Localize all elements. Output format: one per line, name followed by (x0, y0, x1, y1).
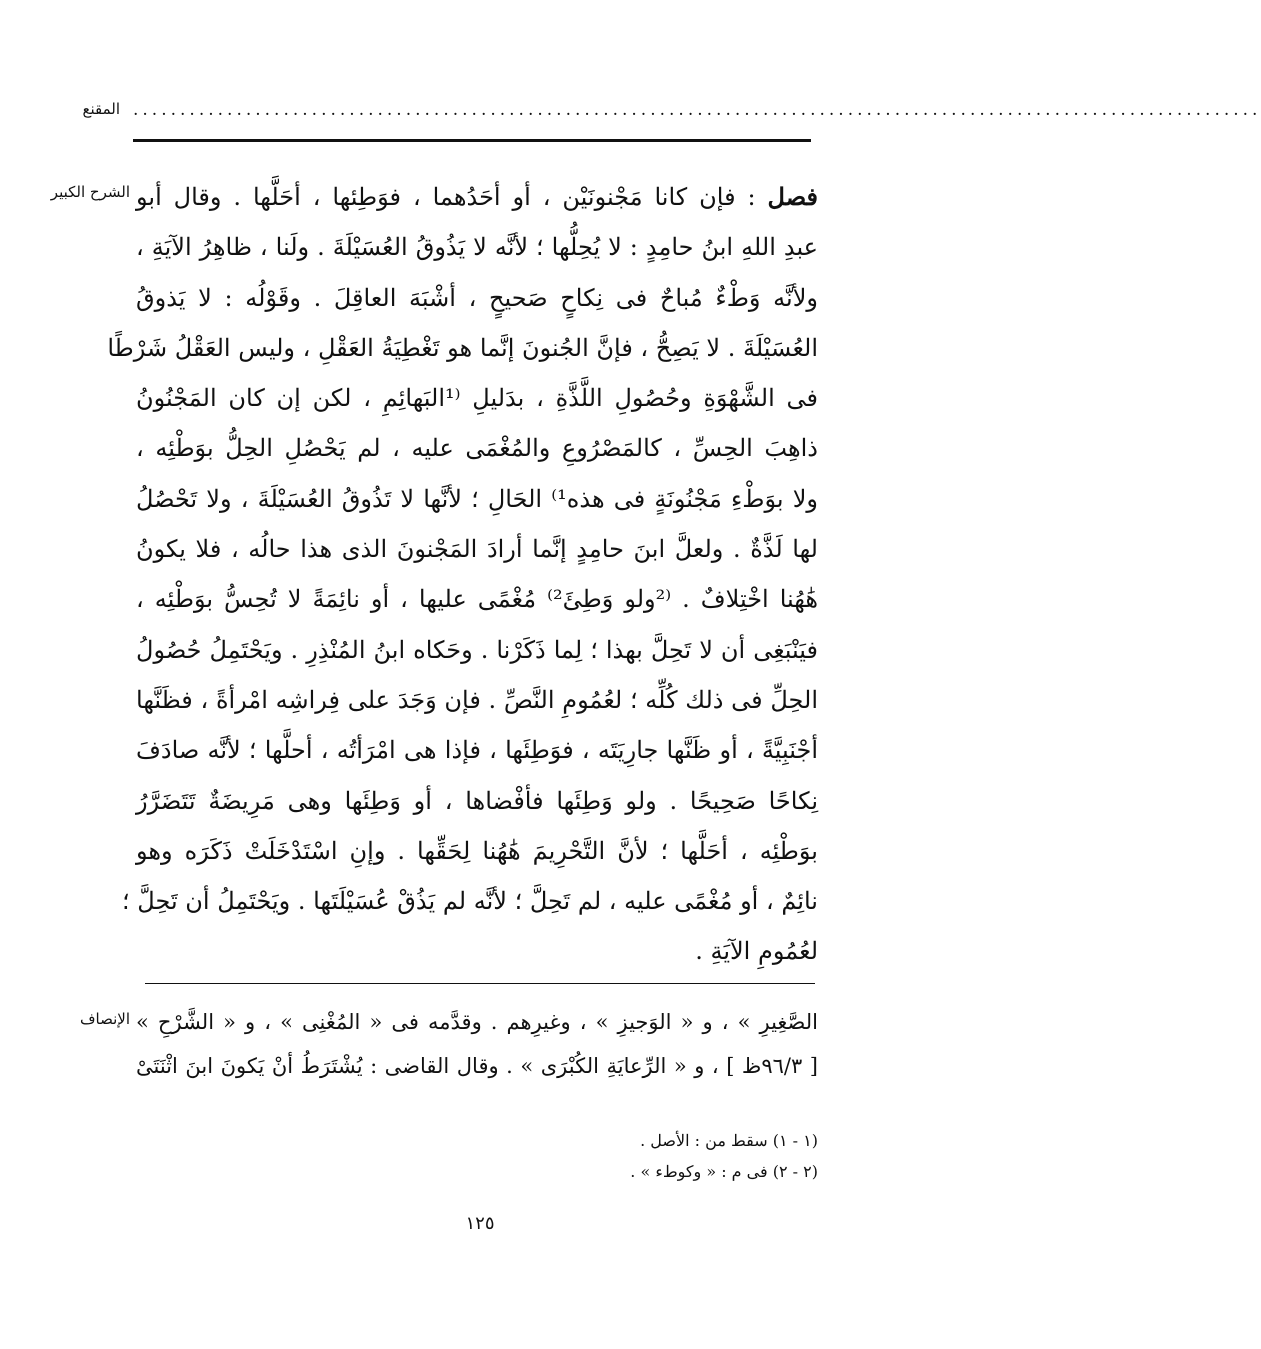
footnote: (٢ - ٢) فى م : « وكوطء » . (630, 1162, 818, 1181)
text-line: فيَنْبَغِى أن لا تَحِلَّ بهذا ؛ لِما ذَكَرْنا . وحَكاه ابنُ المُنْذِرِ . ويَحْتَمِلُ حُصُولُ (136, 635, 818, 664)
text-line: ولا بوَطْءِ مَجْنُونَةٍ فى هذه¹⁾ الحَالِ ؛ لأنَّها لا تَذُوقُ العُسَيْلَةَ ، ولا تَحْصُلُ (136, 484, 819, 513)
text-line: عبدِ اللهِ ابنُ حامِدٍ : لا يُحِلُّها ؛ لأنَّه لا يَذُوقُ العُسَيْلَةَ . ولَنا ، ظاهِرُ الآيَةِ ، (136, 233, 818, 262)
text-line: لها لَذَّةٌ . ولعلَّ ابنَ حامِدٍ إنَّما أرادَ المَجْنونَ الذى هذا حالُه ، فلا يكونُ (136, 535, 818, 564)
text-line: نائِمٌ ، أو مُغْمًى عليه ، لم تَحِلَّ ؛ لأنَّه لم يَذُقْ عُسَيْلَتَها . ويَحْتَمِلُ أن تَحِلَّ ؛ (122, 887, 818, 916)
text-line: لعُمُومِ الآيَةِ . (695, 937, 818, 966)
text-line: ولأنَّه وَطْءٌ مُباحٌ فى نِكاحٍ صَحيحٍ ، أشْبَهَ العاقِلَ . وقَوْلُه : لا يَذوقُ (136, 283, 818, 312)
header-dotted-leader: ........................................................................................................................ (133, 100, 1261, 120)
text-line: هَٰهُنا اخْتِلافٌ . ⁽²ولو وَطِئَ²⁾ مُغْمًى عليها ، أو نائِمَةً لا تُحِسُّ بوَطْئِه ، (136, 585, 818, 614)
footnotes (500, 1125, 818, 1187)
footnote: (١ - ١) سقط من : الأصل . (640, 1131, 818, 1150)
text-line: العُسَيْلَةَ . لا يَصِحُّ ، فإنَّ الجُنونَ إنَّما هو تَغْطِيَةُ العَقْلِ ، وليس العَقْلُ شَرْطًا (107, 333, 818, 362)
insaf-body (136, 1000, 818, 1088)
text-line: الحِلِّ فى ذلك كُلِّه ؛ لعُمُومِ النَّصِّ . فإن وَجَدَ على فِراشِه امْرأةً ، فظَنَّها (136, 685, 818, 714)
text-line (136, 172, 818, 222)
text-line: أجْنَبِيَّةً ، أو ظَنَّها جارِيَتَه ، فوَطِئَها ، فإذا هى امْرَأتُه ، أحلَّها ؛ لأنَّه صادَفَ (136, 736, 818, 765)
sharh-body (107, 172, 819, 977)
text-line: الصَّغِيرِ » ، و « الوَجيزِ » ، وغيرِهم . وقدَّمه فى « المُغْنِى » ، و « الشَّرْحِ » (136, 1010, 818, 1034)
section-separator (145, 983, 815, 984)
text-line: نِكاحًا صَحِيحًا . ولو وَطِئَها فأفْضاها ، أو وَطِئَها وهى مَرِيضَةٌ تَتَضَرَّرُ (136, 786, 818, 815)
text-line: بوَطْئِه ، أحَلَّها ؛ لأنَّ التَّحْرِيمَ هَٰهُنا لِحَقِّها . وإنِ اسْتَدْخَلَتْ ذَكَرَه وهو (136, 836, 818, 865)
text-line: فى الشَّهْوَةِ وحُصُولِ اللَّذَّةِ ، بدَليلِ ⁽¹البَهائِمِ ، لكن إن كان المَجْنُونُ (136, 384, 819, 413)
text-line: [ ٩٦/٣ظ ] ، و « الرِّعايَةِ الكُبْرَى » . وقال القاضى : يُشْتَرَطُ أنْ يَكونَ ابنَ اثْنَتَىْ (136, 1054, 818, 1078)
text-line-content: : فإن كانا مَجْنونَيْن ، أو أحَدُهما ، فوَطِئها ، أحَلَّها . وقال أبو (136, 183, 768, 211)
running-title: المقنع (82, 100, 120, 118)
text-line: ذاهِبَ الحِسِّ ، كالمَصْرُوعِ والمُغْمَى عليه ، لم يَحْصُلِ الحِلُّ بوَطْئِه ، (136, 434, 818, 463)
sharh-margin-label: الشرح الكبير (50, 183, 130, 201)
header-rule (133, 139, 811, 142)
page-number: ١٢٥ (465, 1213, 495, 1234)
section-heading: فصل (767, 182, 818, 211)
insaf-margin-label: الإنصاف (79, 1010, 130, 1028)
